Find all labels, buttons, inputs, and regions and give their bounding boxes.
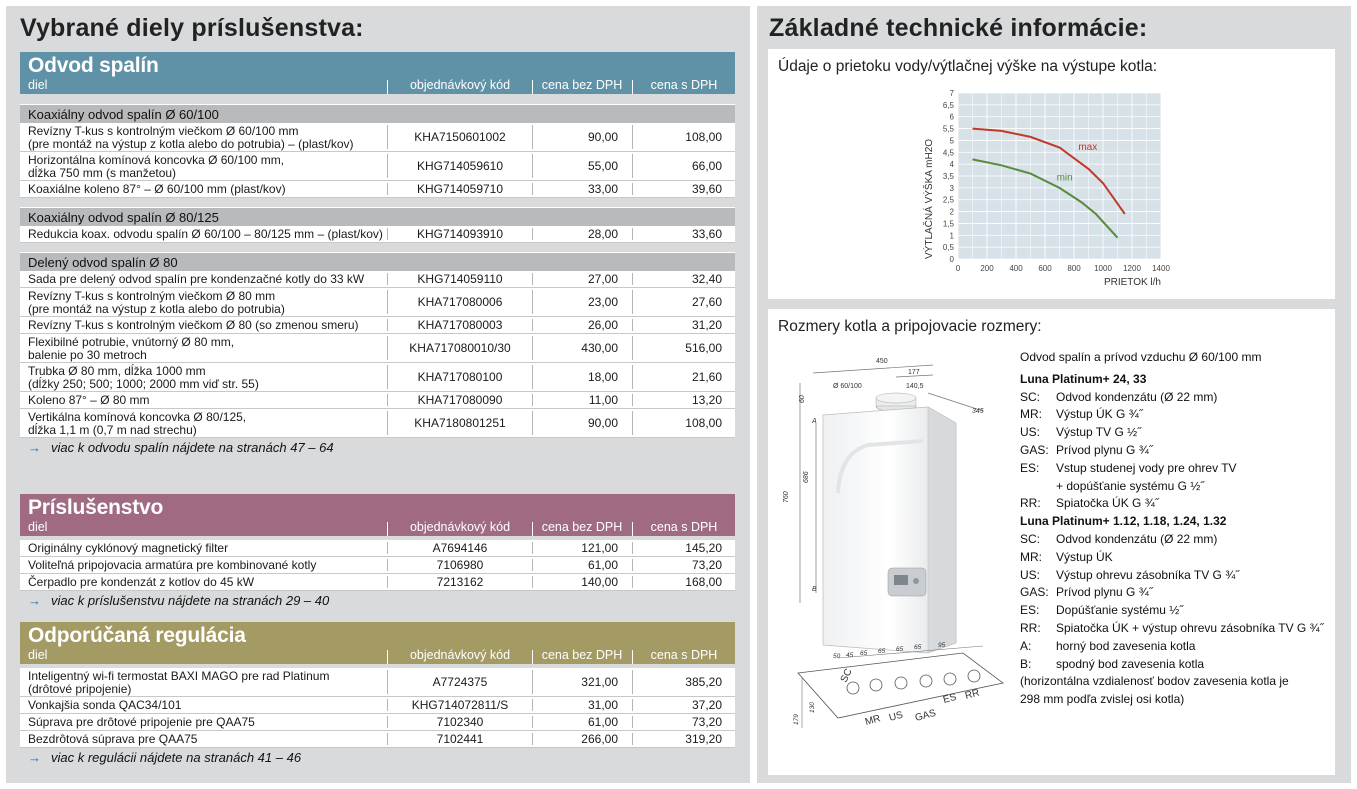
accessories-heading: Vybrané diely príslušenstva: bbox=[20, 14, 364, 42]
table-row bbox=[20, 226, 735, 243]
item-name: Revízny T-kus s kontrolným viečkom Ø 60/100 mm (pre montáž na výstup z kotla alebo do potrubia) – (plast/kov) bbox=[28, 124, 354, 151]
arrow-right-icon: → bbox=[28, 440, 41, 455]
price-incl-vat: 39,60 bbox=[691, 182, 722, 196]
more-link[interactable]: → viac k odvodu spalín nájdete na stranách 47 – 64 bbox=[28, 440, 334, 455]
accessories-panel bbox=[6, 6, 750, 783]
price-incl-vat: 66,00 bbox=[691, 159, 722, 173]
table-row bbox=[20, 288, 735, 317]
y-tick-label: 1,5 bbox=[942, 219, 954, 229]
col-bez: cena bez DPH bbox=[541, 648, 623, 662]
dims-title: Rozmery kotla a pripojovacie rozmery: bbox=[778, 318, 1042, 335]
price-excl-vat: 430,00 bbox=[581, 341, 618, 355]
y-tick-label: 5 bbox=[949, 136, 954, 146]
flue-band bbox=[20, 52, 735, 94]
item-name: Inteligentný wi-fi termostat BAXI MAGO pre rad Platinum (drôtové pripojenie) bbox=[28, 669, 330, 696]
price-excl-vat: 140,00 bbox=[581, 575, 618, 589]
col-s: cena s DPH bbox=[650, 648, 718, 662]
table-row bbox=[20, 392, 735, 409]
regulation-header-row bbox=[20, 648, 735, 664]
price-excl-vat: 90,00 bbox=[587, 130, 618, 144]
tech-heading: Základné technické informácie: bbox=[769, 14, 1148, 42]
item-code: KHA717080010/30 bbox=[409, 341, 511, 355]
dim-140: 140,5 bbox=[906, 383, 924, 390]
x-tick-label: 400 bbox=[1009, 264, 1023, 273]
accessories-title: Príslušenstvo bbox=[28, 496, 164, 519]
y-tick-label: 0 bbox=[949, 255, 954, 264]
price-excl-vat: 121,00 bbox=[581, 541, 618, 555]
dim-60: 60 bbox=[799, 395, 806, 403]
item-code: A7694146 bbox=[432, 541, 488, 555]
table-row bbox=[20, 668, 735, 697]
table-row bbox=[20, 317, 735, 334]
col-s: cena s DPH bbox=[650, 520, 718, 534]
spec-item: A: horný bod zavesenia kotla bbox=[1020, 638, 1196, 653]
price-incl-vat: 73,20 bbox=[691, 558, 722, 572]
price-incl-vat: 168,00 bbox=[685, 575, 722, 589]
table-row bbox=[20, 363, 735, 392]
price-incl-vat: 13,20 bbox=[691, 393, 722, 407]
spec-item: + dopúšťanie systému G ½˝ bbox=[1056, 478, 1205, 493]
boiler-drawing bbox=[778, 353, 1013, 763]
price-incl-vat: 73,20 bbox=[691, 715, 722, 729]
price-incl-vat: 33,60 bbox=[691, 227, 722, 241]
item-name: Koleno 87° – Ø 80 mm bbox=[28, 393, 150, 407]
group-label: Delený odvod spalín Ø 80 bbox=[20, 252, 735, 271]
dim-bottom: 65 bbox=[860, 650, 868, 657]
x-axis-label: PRIETOK l/h bbox=[1103, 277, 1161, 288]
col-s: cena s DPH bbox=[650, 78, 718, 92]
dim-bottom: 65 bbox=[896, 646, 904, 653]
flue-title: Odvod spalín bbox=[28, 54, 159, 77]
dimensions-panel bbox=[768, 309, 1335, 775]
table-row bbox=[20, 540, 735, 557]
price-incl-vat: 108,00 bbox=[685, 130, 722, 144]
x-tick-label: 0 bbox=[955, 264, 961, 273]
spec-list bbox=[1020, 349, 1330, 709]
price-incl-vat: 37,20 bbox=[691, 698, 722, 712]
accessories-table bbox=[20, 494, 735, 610]
item-code: KHA717080100 bbox=[417, 370, 503, 384]
x-tick-label: 200 bbox=[980, 264, 994, 273]
price-incl-vat: 108,00 bbox=[685, 416, 722, 430]
table-row bbox=[20, 334, 735, 363]
price-incl-vat: 21,60 bbox=[691, 370, 722, 384]
item-code: KHG714072811/S bbox=[411, 698, 509, 712]
arrow-right-icon: → bbox=[28, 750, 41, 765]
item-code: KHA717080003 bbox=[417, 318, 503, 332]
item-code: KHA7180801251 bbox=[414, 416, 506, 430]
x-tick-label: 1400 bbox=[1152, 264, 1170, 273]
dim-686: 686 bbox=[803, 471, 810, 483]
price-excl-vat: 90,00 bbox=[587, 416, 618, 430]
price-excl-vat: 61,00 bbox=[587, 715, 618, 729]
item-name: Koaxiálne koleno 87° – Ø 60/100 mm (plast/kov) bbox=[28, 182, 286, 196]
spec-item: US: Výstup TV G ½˝ bbox=[1020, 425, 1142, 440]
table-row bbox=[20, 714, 735, 731]
group-label: Koaxiálny odvod spalín Ø 60/100 bbox=[20, 104, 735, 123]
y-tick-label: 3,5 bbox=[942, 172, 954, 181]
col-kod: objednávkový kód bbox=[409, 520, 511, 534]
price-excl-vat: 18,00 bbox=[587, 370, 618, 384]
spec-item: US: Výstup ohrevu zásobníka TV G ¾˝ bbox=[1020, 567, 1240, 582]
price-excl-vat: 23,00 bbox=[587, 295, 618, 309]
price-incl-vat: 385,20 bbox=[685, 675, 722, 689]
arrow-right-icon: → bbox=[28, 593, 41, 608]
model-2: Luna Platinum+ 1.12, 1.18, 1.24, 1.32 bbox=[1020, 514, 1227, 529]
table-row bbox=[20, 152, 735, 181]
dim-179: 179 bbox=[793, 714, 800, 725]
table-row bbox=[20, 574, 735, 591]
spec-intro: Odvod spalín a prívod vzduchu Ø 60/100 mm bbox=[1020, 350, 1262, 364]
conn-us: US bbox=[887, 709, 905, 724]
item-code: KHA717080090 bbox=[417, 393, 503, 407]
x-tick-label: 600 bbox=[1038, 264, 1052, 273]
item-name: Revízny T-kus s kontrolným viečkom Ø 80 mm (pre montáž na výstup z kotla alebo do potrubia) bbox=[28, 289, 285, 316]
spec-item: GAS: Prívod plynu G ¾˝ bbox=[1020, 585, 1153, 600]
col-diel: diel bbox=[28, 648, 48, 662]
item-name: Trubka Ø 80 mm, dĺžka 1000 mm (dĺžky 250; 500; 1000; 2000 mm viď str. 55) bbox=[28, 364, 259, 391]
table-row bbox=[20, 731, 735, 748]
dim-bottom: 50 bbox=[833, 653, 841, 660]
conn-mr: MR bbox=[863, 713, 882, 728]
y-tick-label: 2 bbox=[949, 207, 954, 217]
y-tick-label: 3 bbox=[949, 183, 954, 193]
label-b: B bbox=[812, 586, 817, 593]
spec-item: RR: Spiatočka ÚK + výstup ohrevu zásobníka TV G ¾˝ bbox=[1020, 620, 1324, 635]
dim-450: 450 bbox=[876, 358, 888, 365]
y-tick-label: 2,5 bbox=[942, 195, 954, 205]
item-code: KHG714059710 bbox=[416, 182, 504, 196]
dim-177: 177 bbox=[908, 369, 920, 376]
conn-es: ES bbox=[941, 691, 958, 706]
flue-table bbox=[20, 52, 735, 457]
spec-item: ES: Dopúšťanie systému ½˝ bbox=[1020, 603, 1184, 618]
table-row bbox=[20, 181, 735, 198]
item-name: Originálny cyklónový magnetický filter bbox=[28, 541, 229, 555]
y-tick-label: 1 bbox=[949, 231, 954, 241]
item-name: Vonkajšia sonda QAC34/101 bbox=[28, 698, 182, 712]
chart-panel bbox=[768, 49, 1335, 299]
price-excl-vat: 61,00 bbox=[587, 558, 618, 572]
item-code: A7724375 bbox=[432, 675, 488, 689]
y-tick-label: 0,5 bbox=[942, 243, 954, 253]
col-kod: objednávkový kód bbox=[409, 78, 511, 92]
item-name: Flexibilné potrubie, vnútorný Ø 80 mm, balenie po 30 metroch bbox=[28, 335, 235, 362]
y-axis-label: VÝTLAČNÁ VÝŠKA mH2O bbox=[924, 138, 935, 259]
item-name: Revízny T-kus s kontrolným viečkom Ø 80 (so zmenou smeru) bbox=[28, 318, 359, 332]
regulation-title: Odporúčaná regulácia bbox=[28, 624, 246, 647]
spec-item: B: spodný bod zavesenia kotla bbox=[1020, 656, 1205, 671]
table-row bbox=[20, 557, 735, 574]
item-code: 7102441 bbox=[436, 732, 484, 746]
price-incl-vat: 32,40 bbox=[691, 272, 722, 286]
spec-item: ES: Vstup studenej vody pre ohrev TV bbox=[1020, 460, 1237, 475]
table-row bbox=[20, 697, 735, 714]
more-link[interactable]: → viac k regulácii nájdete na stranách 41 – 46 bbox=[28, 750, 302, 765]
y-tick-label: 6,5 bbox=[942, 100, 954, 110]
conn-rr: RR bbox=[963, 687, 981, 702]
price-excl-vat: 321,00 bbox=[581, 675, 618, 689]
col-bez: cena bez DPH bbox=[541, 78, 623, 92]
price-excl-vat: 26,00 bbox=[587, 318, 618, 332]
item-code: 7102340 bbox=[436, 715, 484, 729]
price-excl-vat: 27,00 bbox=[587, 272, 618, 286]
y-tick-label: 4,5 bbox=[942, 148, 954, 158]
y-tick-label: 4 bbox=[949, 160, 954, 170]
x-tick-label: 1200 bbox=[1123, 264, 1141, 273]
model-1: Luna Platinum+ 24, 33 bbox=[1020, 371, 1147, 386]
flue-header-row bbox=[20, 78, 735, 94]
accessories-band bbox=[20, 494, 735, 536]
y-tick-label: 6 bbox=[949, 112, 954, 122]
series-label-max: max bbox=[1078, 141, 1098, 153]
col-kod: objednávkový kód bbox=[409, 648, 511, 662]
price-excl-vat: 33,00 bbox=[587, 182, 618, 196]
col-diel: diel bbox=[28, 78, 48, 92]
col-diel: diel bbox=[28, 520, 48, 534]
series-label-min: min bbox=[1056, 172, 1073, 184]
table-row bbox=[20, 271, 735, 288]
item-name: Horizontálna komínová koncovka Ø 60/100 mm, dĺžka 750 mm (s manžetou) bbox=[28, 153, 285, 180]
price-incl-vat: 516,00 bbox=[685, 341, 722, 355]
note-line: (horizontálna vzdialenosť bodov zavesenia kotla je bbox=[1020, 674, 1289, 689]
price-excl-vat: 28,00 bbox=[587, 227, 618, 241]
pump-curve-chart bbox=[768, 49, 1335, 299]
spec-item: MR: Výstup ÚK bbox=[1020, 549, 1113, 564]
x-tick-label: 800 bbox=[1067, 264, 1081, 273]
col-bez: cena bez DPH bbox=[541, 520, 623, 534]
regulation-table bbox=[20, 622, 735, 767]
dim-bottom: 65 bbox=[878, 648, 886, 655]
item-code: KHG714059110 bbox=[417, 272, 503, 286]
price-incl-vat: 145,20 bbox=[685, 541, 722, 555]
item-name: Bezdrôtová súprava pre QAA75 bbox=[28, 732, 198, 746]
y-tick-label: 5,5 bbox=[942, 124, 954, 134]
spec-item: RR: Spiatočka ÚK G ¾˝ bbox=[1020, 496, 1159, 511]
conn-sc: SC bbox=[838, 667, 855, 685]
conn-gas: GAS bbox=[913, 707, 938, 724]
more-link[interactable]: → viac k príslušenstvu nájdete na stranách 29 – 40 bbox=[28, 593, 330, 608]
spec-item: SC: Odvod kondenzátu (Ø 22 mm) bbox=[1020, 389, 1218, 404]
item-name: Súprava pre drôtové pripojenie pre QAA75 bbox=[28, 715, 255, 729]
label-a: A bbox=[812, 418, 817, 425]
tech-info-panel bbox=[757, 6, 1351, 783]
price-excl-vat: 11,00 bbox=[588, 393, 618, 407]
regulation-band bbox=[20, 622, 735, 664]
item-code: 7213162 bbox=[436, 575, 484, 589]
chart-title: Údaje o prietoku vody/výtlačnej výške na výstupe kotla: bbox=[778, 58, 1158, 75]
price-excl-vat: 31,00 bbox=[587, 698, 618, 712]
y-tick-label: 7 bbox=[949, 89, 954, 98]
dim-130: 130 bbox=[809, 702, 816, 713]
item-code: 7106980 bbox=[436, 558, 484, 572]
dim-760: 760 bbox=[783, 491, 790, 503]
price-incl-vat: 319,20 bbox=[685, 732, 722, 746]
x-tick-label: 1000 bbox=[1094, 264, 1112, 273]
dim-bottom: 65 bbox=[914, 644, 922, 651]
price-excl-vat: 266,00 bbox=[581, 732, 618, 746]
price-incl-vat: 27,60 bbox=[691, 295, 722, 309]
item-code: KHG714059610 bbox=[416, 159, 504, 173]
note-line: 298 mm podľa zvislej osi kotla) bbox=[1020, 692, 1185, 707]
item-code: KHA7150601002 bbox=[414, 130, 506, 144]
item-name: Čerpadlo pre kondenzát z kotlov do 45 kW bbox=[28, 575, 255, 589]
item-name: Redukcia koax. odvodu spalín Ø 60/100 – 80/125 mm – (plast/kov) bbox=[28, 227, 383, 241]
group-label: Koaxiálny odvod spalín Ø 80/125 bbox=[20, 207, 735, 226]
dim-345: 345 bbox=[972, 408, 984, 415]
accessories-header-row bbox=[20, 520, 735, 536]
dim-bottom: 95 bbox=[938, 642, 946, 649]
price-excl-vat: 55,00 bbox=[587, 159, 618, 173]
item-code: KHA717080006 bbox=[417, 295, 503, 309]
item-name: Voliteľná pripojovacia armatúra pre kombinované kotly bbox=[28, 558, 317, 572]
spec-item: GAS: Prívod plynu G ¾˝ bbox=[1020, 442, 1153, 457]
item-code: KHG714093910 bbox=[416, 227, 504, 241]
item-name: Sada pre delený odvod spalín pre kondenzačné kotly do 33 kW bbox=[28, 272, 365, 286]
spec-item: MR: Výstup ÚK G ¾˝ bbox=[1020, 407, 1143, 422]
item-name: Vertikálna komínová koncovka Ø 80/125, dĺžka 1,1 m (0,7 m nad strechu) bbox=[28, 410, 247, 437]
price-incl-vat: 31,20 bbox=[691, 318, 722, 332]
table-row bbox=[20, 123, 735, 152]
dim-bottom: 45 bbox=[846, 652, 854, 659]
table-row bbox=[20, 409, 735, 438]
spec-item: SC: Odvod kondenzátu (Ø 22 mm) bbox=[1020, 531, 1218, 546]
dim-flue: Ø 60/100 bbox=[833, 383, 862, 390]
